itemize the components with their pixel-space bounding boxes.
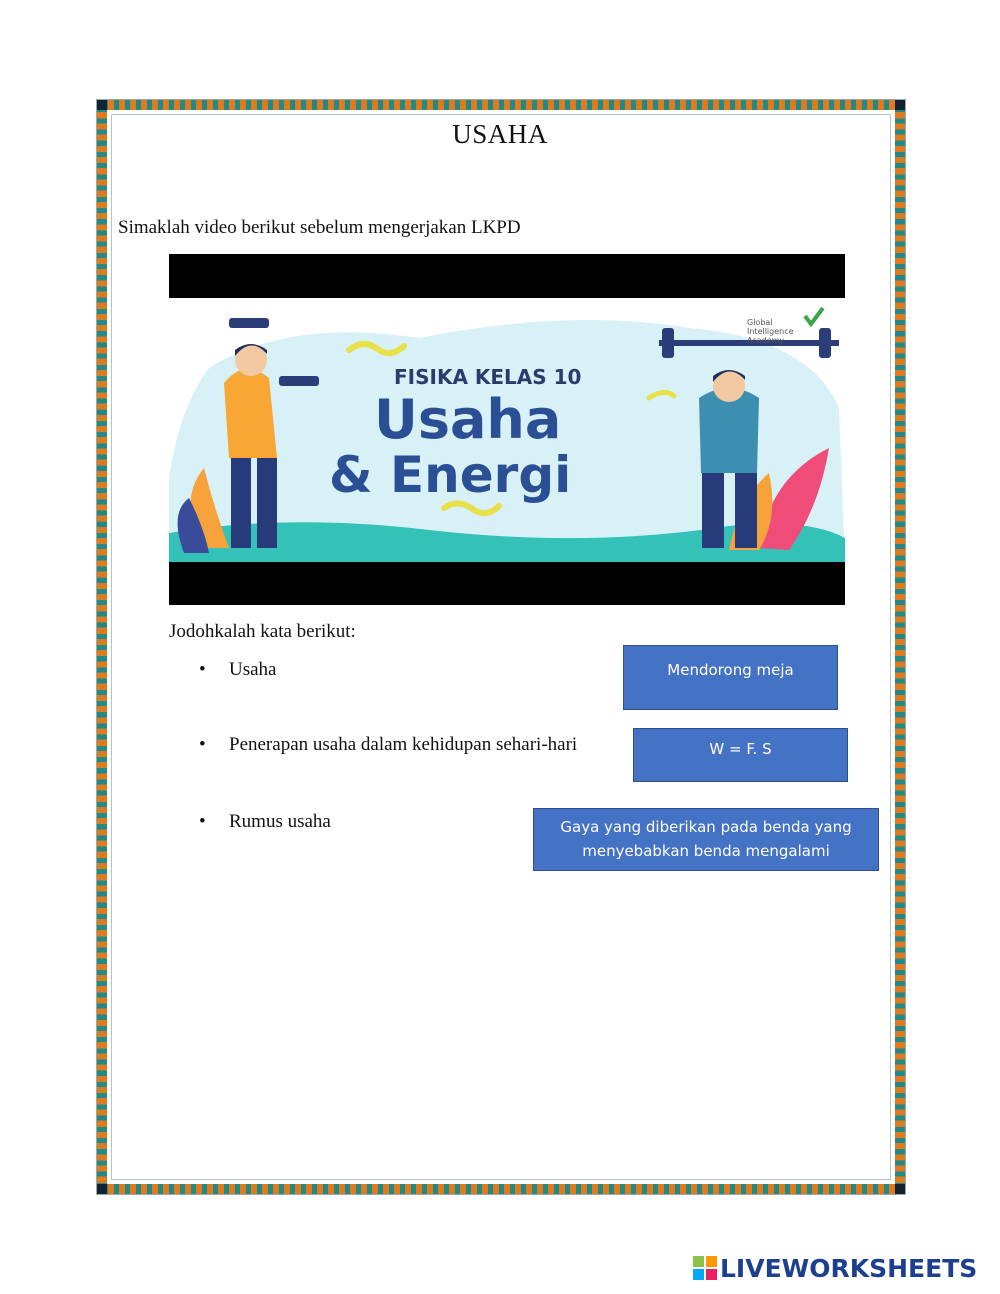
bullet-icon: • — [199, 734, 206, 755]
item-label: Penerapan usaha dalam kehidupan sehari-hari — [229, 734, 578, 755]
answer-card-mendorong-meja[interactable] — [623, 645, 838, 710]
logo-text-1: Global — [747, 318, 773, 327]
video-thumbnail[interactable] — [169, 298, 845, 562]
answer-card-text: Mendorong meja — [667, 661, 794, 679]
border-corner — [895, 100, 905, 110]
video-headline-line2: & Energi — [329, 446, 572, 504]
answer-card-formula[interactable] — [633, 728, 848, 782]
logo-text-2: Intelligence — [747, 327, 794, 336]
liveworksheets-brand[interactable] — [693, 1253, 977, 1283]
answer-card-definition[interactable] — [533, 808, 879, 871]
video-player[interactable] — [169, 254, 845, 605]
answer-card-text-line1: Gaya yang diberikan pada benda yang — [560, 818, 852, 836]
border-corner — [97, 1184, 107, 1194]
liveworksheets-logo-icon — [693, 1256, 717, 1280]
brand-name: LIVEWORKSHEETS — [720, 1253, 978, 1283]
bullet-icon: • — [199, 811, 206, 832]
border-corner — [97, 100, 107, 110]
worksheet-title: USAHA — [452, 119, 548, 149]
item-label: Usaha — [229, 659, 277, 680]
video-subtitle: FISIKA KELAS 10 — [394, 365, 582, 389]
item-label: Rumus usaha — [229, 811, 331, 832]
logo-text-3: Academy — [747, 336, 785, 345]
border-corner — [895, 1184, 905, 1194]
answer-card-text: W = F. S — [709, 740, 772, 758]
list-item — [199, 734, 577, 756]
video-headline-line1: Usaha — [374, 388, 562, 451]
answer-card-text-line2: menyebabkan benda mengalami — [582, 842, 830, 860]
bullet-icon: • — [199, 659, 206, 680]
list-item — [199, 659, 276, 681]
list-item — [199, 811, 331, 833]
intro-text: Simaklah video berikut sebelum mengerjakan LKPD — [118, 217, 521, 238]
video-thumbnail-art — [169, 298, 845, 562]
match-instruction: Jodohkalah kata berikut: — [169, 621, 356, 642]
